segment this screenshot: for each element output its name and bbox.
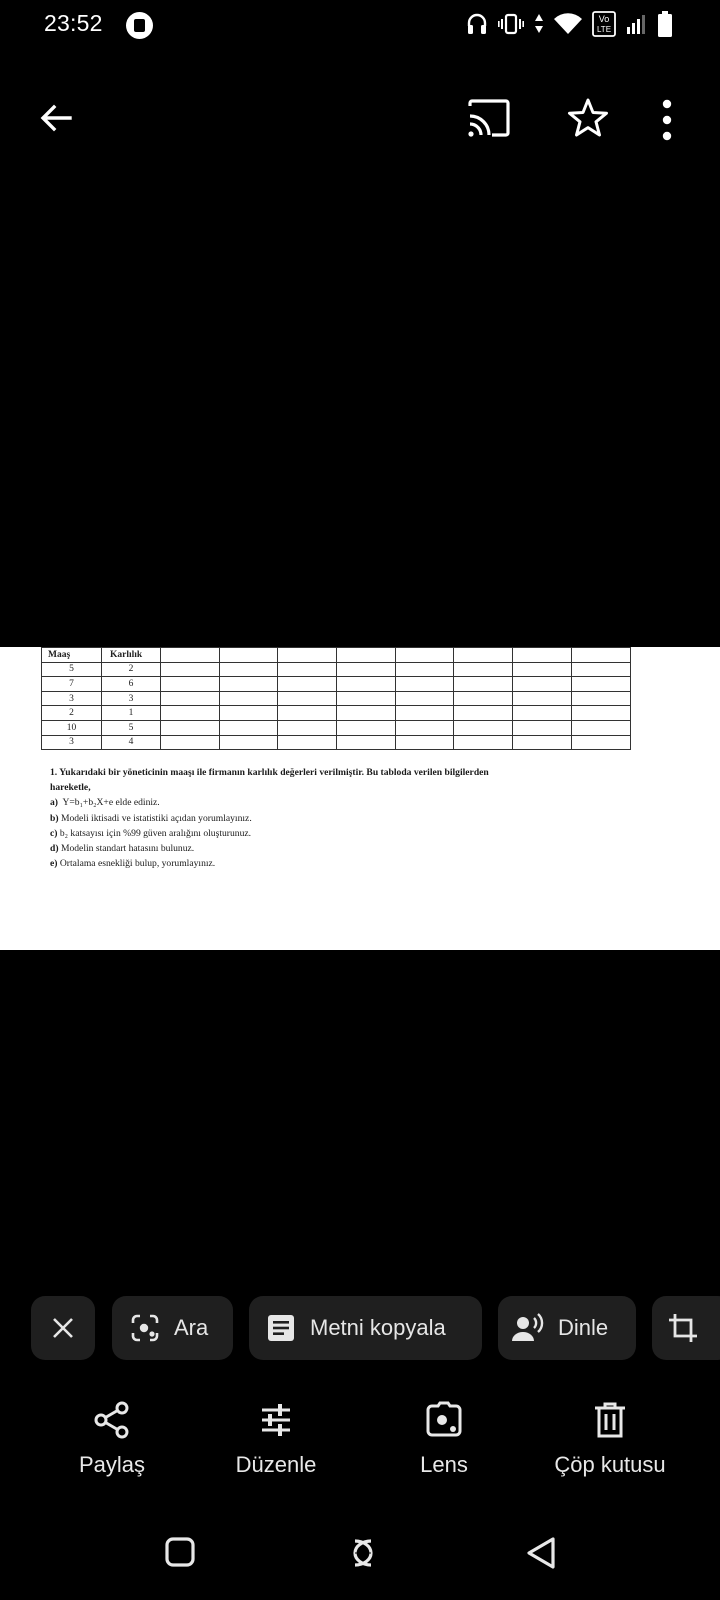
question-title-continued: hareketle, xyxy=(50,782,91,794)
table-row xyxy=(42,735,631,750)
table-header: Maaş xyxy=(42,648,102,663)
table-cell: 4 xyxy=(102,735,161,750)
crop-chip[interactable] xyxy=(652,1296,720,1360)
tune-icon xyxy=(256,1400,296,1440)
data-table xyxy=(41,647,631,750)
table-cell: 3 xyxy=(42,691,102,706)
lens-camera-icon xyxy=(424,1400,464,1440)
question-text xyxy=(50,765,670,871)
app-bar xyxy=(0,88,720,148)
share-icon xyxy=(92,1400,132,1440)
table-cell: 1 xyxy=(102,706,161,721)
question-part-b xyxy=(50,811,670,826)
part-text: Modelin standart hatasını bulunuz. xyxy=(60,843,195,855)
more-vert-icon[interactable] xyxy=(655,98,679,142)
part-label: c) xyxy=(50,827,58,839)
battery-icon xyxy=(658,11,672,37)
trash-label: Çöp kutusu xyxy=(554,1452,666,1477)
lens-search-icon xyxy=(130,1313,160,1343)
part-label: d) xyxy=(50,843,59,855)
search-chip-label: Ara xyxy=(174,1315,209,1340)
question-part-d xyxy=(50,841,670,856)
part-text: Ortalama esnekliği bulup, yorumlayınız. xyxy=(59,858,216,870)
svg-text:LTE: LTE xyxy=(596,25,612,34)
table-row xyxy=(42,720,631,735)
table-cell: 5 xyxy=(42,662,102,677)
recents-icon[interactable] xyxy=(345,1538,381,1568)
listen-chip-label: Dinle xyxy=(558,1315,609,1340)
table-header: Karlılık xyxy=(102,648,161,663)
edit-label: Düzenle xyxy=(235,1452,317,1477)
part-label: e) xyxy=(50,858,58,870)
part-text: b₂ katsayısı için %99 güven aralığını oluşturunuz. xyxy=(59,827,252,839)
table-row xyxy=(42,691,631,706)
back-arrow-icon[interactable] xyxy=(36,98,76,138)
table-cell: 3 xyxy=(42,735,102,750)
table-row xyxy=(42,706,631,721)
status-bar xyxy=(0,0,720,50)
table-cell: 10 xyxy=(42,720,102,735)
table-cell: 3 xyxy=(102,691,161,706)
vibrate-icon xyxy=(498,12,524,36)
table-row xyxy=(42,677,631,692)
lens-label: Lens xyxy=(420,1452,468,1477)
trash-button[interactable] xyxy=(540,1400,680,1490)
table-cell: 7 xyxy=(42,677,102,692)
bottom-actions xyxy=(0,1400,720,1490)
cast-icon[interactable] xyxy=(466,98,512,138)
status-icons xyxy=(466,10,672,38)
close-chip[interactable] xyxy=(31,1296,95,1360)
question-part-e xyxy=(50,856,670,871)
listen-speaker-icon xyxy=(512,1313,546,1343)
share-label: Paylaş xyxy=(78,1452,146,1477)
home-square-icon[interactable] xyxy=(165,1537,195,1567)
search-chip[interactable] xyxy=(112,1296,233,1360)
lens-button[interactable] xyxy=(374,1400,514,1490)
document-image[interactable] xyxy=(0,647,720,950)
table-cell: 6 xyxy=(102,677,161,692)
headphones-icon xyxy=(466,12,488,36)
question-part-c xyxy=(50,826,670,841)
copy-text-chip-label: Metni kopyala xyxy=(310,1315,446,1340)
part-text: Modeli iktisadi ve istatistiki açıdan yorumlayınız. xyxy=(60,812,252,824)
question-part-a xyxy=(50,795,670,810)
table-cell: 2 xyxy=(42,706,102,721)
app-notification-icon xyxy=(126,12,153,39)
part-label: b) xyxy=(50,812,59,824)
trash-icon xyxy=(590,1400,630,1440)
close-icon xyxy=(51,1316,75,1340)
question-title: 1. Yukarıdaki bir yöneticinin maaşı ile firmanın karlılık değerleri verilmiştir. Bu tabloda verilen bilgilerden xyxy=(50,767,489,778)
system-nav-bar xyxy=(0,1528,720,1578)
crop-icon xyxy=(668,1313,698,1343)
part-label: a) xyxy=(50,797,58,809)
copy-text-chip[interactable] xyxy=(249,1296,482,1360)
wifi-icon xyxy=(554,13,582,35)
text-document-icon xyxy=(266,1313,296,1343)
table-row xyxy=(42,662,631,677)
table-cell: 5 xyxy=(102,720,161,735)
edit-button[interactable] xyxy=(206,1400,346,1490)
data-arrows-icon xyxy=(534,13,544,35)
svg-text:Vo: Vo xyxy=(598,14,610,24)
table-header-row xyxy=(42,648,631,663)
star-icon[interactable] xyxy=(566,96,610,140)
share-button[interactable] xyxy=(42,1400,182,1490)
part-text: Y=b₁+b₂X+e elde ediniz. xyxy=(62,797,160,809)
lens-chips-row xyxy=(0,1296,720,1360)
listen-chip[interactable] xyxy=(498,1296,636,1360)
status-time: 23:52 xyxy=(44,10,103,36)
volte-icon xyxy=(592,11,616,37)
back-triangle-icon[interactable] xyxy=(525,1536,557,1570)
signal-icon xyxy=(626,13,648,35)
table-cell: 2 xyxy=(102,662,161,677)
